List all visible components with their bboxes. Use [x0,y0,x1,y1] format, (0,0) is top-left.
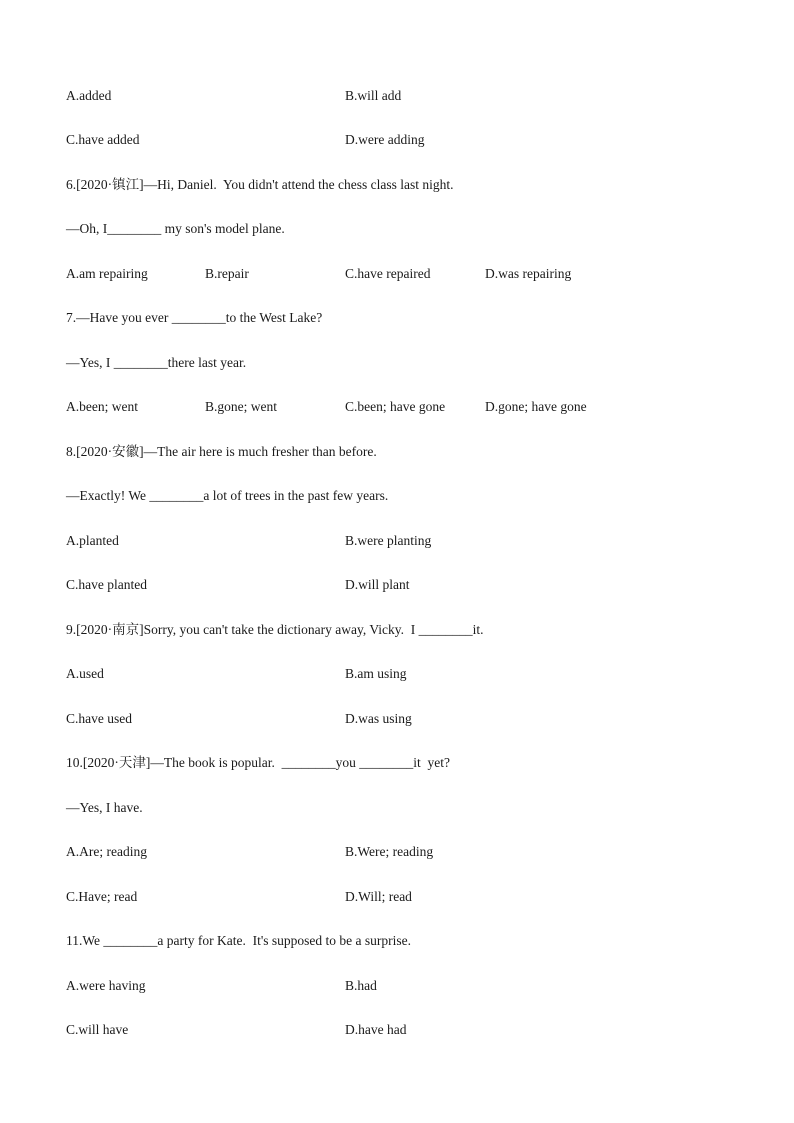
q7-option-d: D.gone; have gone [485,399,587,414]
q5-option-c: C.have added [66,132,140,147]
q9-option-d: D.was using [345,711,412,726]
q9-stem: 9.[2020·南京]Sorry, you can't take the dictionary away, Vicky. I ________it. [66,622,484,637]
q11-option-d: D.have had [345,1022,407,1037]
q6-option-c: C.have repaired [345,266,431,281]
q10-reply: —Yes, I have. [66,800,143,815]
q5-option-b: B.will add [345,88,402,103]
q8-option-b: B.were planting [345,533,432,548]
q9-option-c: C.have used [66,711,132,726]
q10-option-d: D.Will; read [345,889,412,904]
q8-option-a: A.planted [66,533,119,548]
q7-option-c: C.been; have gone [345,399,446,414]
q10-stem: 10.[2020·天津]—The book is popular. ________you ________it yet? [66,755,450,770]
q5-option-a: A.added [66,88,112,103]
q8-option-c: C.have planted [66,577,147,592]
q10-option-c: C.Have; read [66,889,138,904]
q8-reply: —Exactly! We ________a lot of trees in the past few years. [66,488,389,503]
q10-option-a: A.Are; reading [66,844,147,859]
q7-stem: 7.—Have you ever ________to the West Lake? [66,310,323,325]
q11-stem: 11.We ________a party for Kate. It's supposed to be a surprise. [66,933,412,948]
q11-option-c: C.will have [66,1022,129,1037]
q9-option-b: B.am using [345,666,407,681]
q7-option-a: A.been; went [66,399,138,414]
q7-option-b: B.gone; went [205,399,277,414]
q9-option-a: A.used [66,666,104,681]
q8-option-d: D.will plant [345,577,410,592]
q6-option-a: A.am repairing [66,266,148,281]
q11-option-b: B.had [345,978,377,993]
q6-stem: 6.[2020·镇江]—Hi, Daniel. You didn't attend the chess class last night. [66,177,454,192]
q7-reply: —Yes, I ________there last year. [66,355,247,370]
q5-option-d: D.were adding [345,132,425,147]
q6-reply: —Oh, I________ my son's model plane. [66,221,285,236]
q11-option-a: A.were having [66,978,146,993]
q6-option-b: B.repair [205,266,249,281]
q10-option-b: B.Were; reading [345,844,434,859]
q8-stem: 8.[2020·安徽]—The air here is much fresher than before. [66,444,377,459]
q6-option-d: D.was repairing [485,266,572,281]
